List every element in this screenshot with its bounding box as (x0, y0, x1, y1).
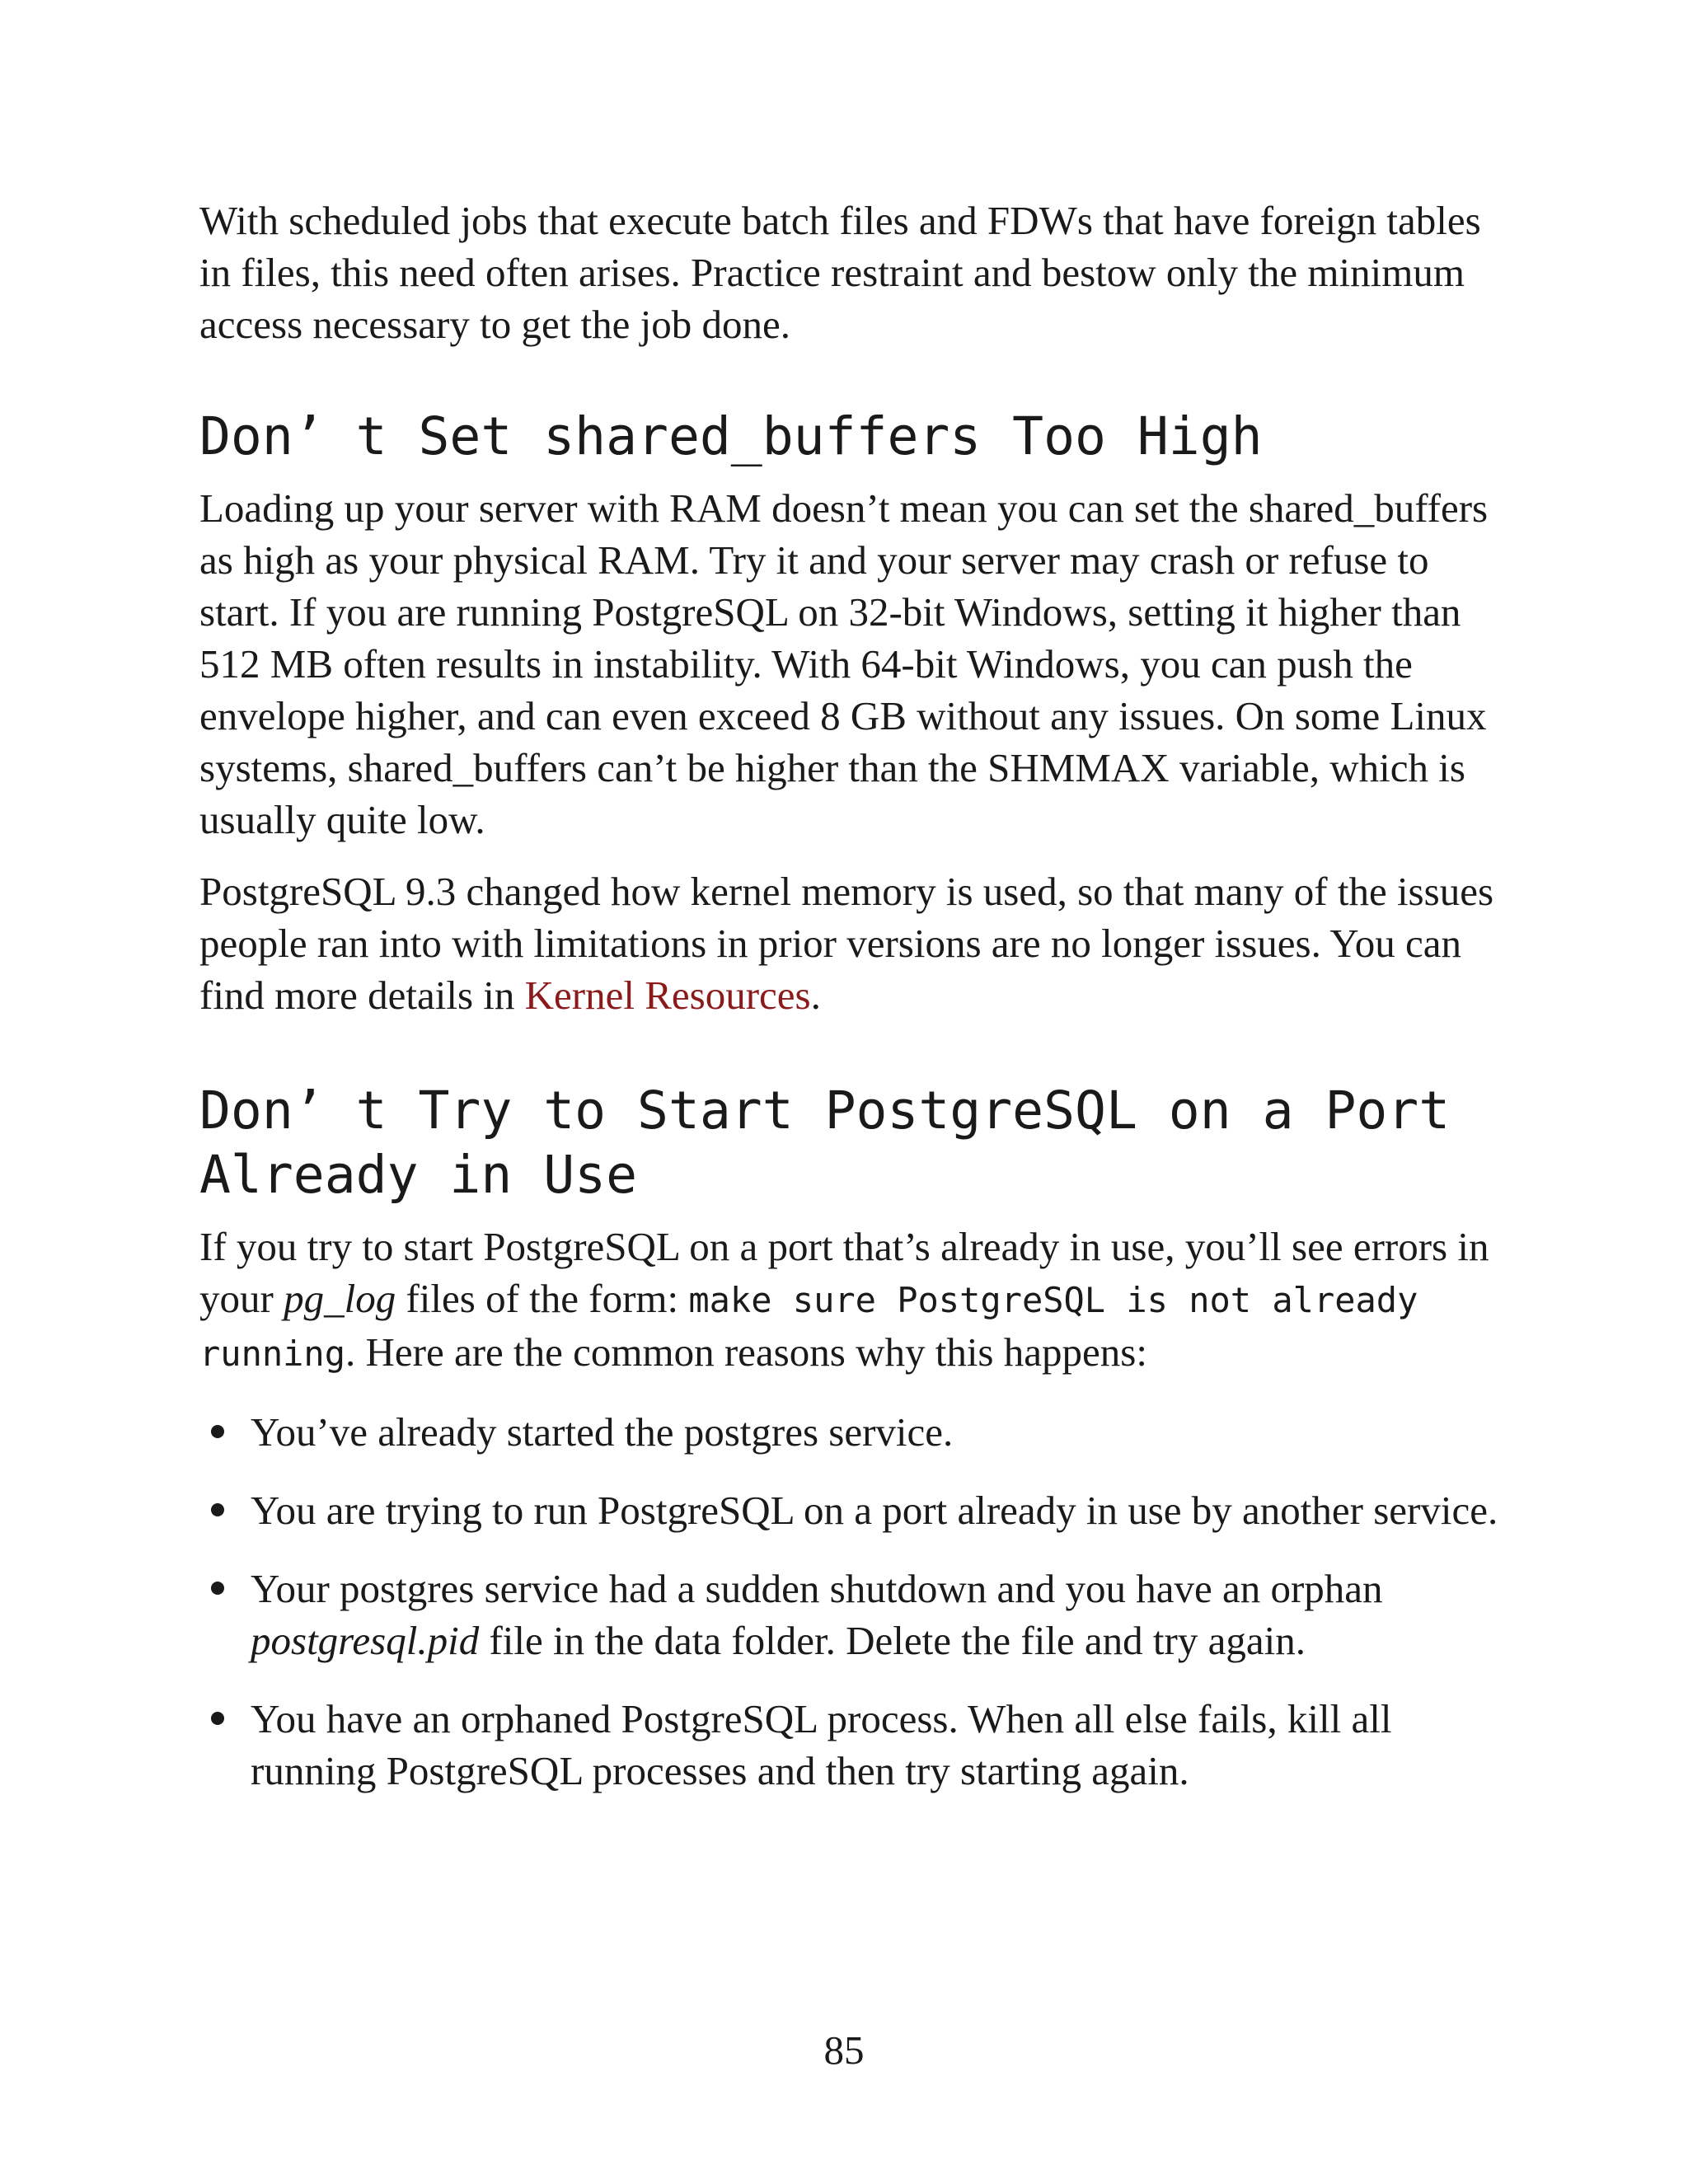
list-item (199, 1693, 1502, 1797)
reasons-list (199, 1406, 1502, 1797)
port-text-b: files of the form: (396, 1276, 689, 1321)
pg-log-filename: pg_log (284, 1276, 396, 1321)
error-message-code: make sure PostgreSQL is not already running (199, 1280, 1418, 1374)
section-heading-shared-buffers: Don’ t Set shared_buffers Too High (199, 406, 1263, 466)
heading-line-2: Already in Use (199, 1145, 638, 1205)
kernel-memory-paragraph (199, 865, 1502, 1021)
page-number: 85 (823, 2027, 865, 2073)
intro-paragraph: With scheduled jobs that execute batch files and FDWs that have foreign tables in files, this need often arises. Practice restraint and bestow only the minimum access necessary to get the job done. (199, 198, 1481, 347)
list-item-text: You are trying to run PostgreSQL on a port already in use by another service. (251, 1488, 1498, 1533)
pid-filename: postgresql.pid (251, 1618, 480, 1663)
list-item-text-before: Your postgres service had a sudden shutdown and you have an orphan (251, 1566, 1383, 1611)
list-item (199, 1563, 1502, 1666)
kernel-memory-text: PostgreSQL 9.3 changed how kernel memory is used, so that many of the issues people ran into with limitations in prior versions are no longer issues. You can find more details in (199, 869, 1494, 1018)
list-item-text: You have an orphaned PostgreSQL process. When all else fails, kill all running PostgreSQL processes and then try starting again. (251, 1696, 1392, 1793)
list-item-text-after: file in the data folder. Delete the file and try again. (479, 1618, 1306, 1663)
list-item (199, 1484, 1502, 1536)
section-heading-port-in-use (199, 1079, 1502, 1207)
port-in-use-paragraph (199, 1221, 1502, 1380)
port-text-a: If you try to start PostgreSQL on a port that’s already in use, you’ll see errors in your (199, 1224, 1489, 1321)
bullet-icon (211, 1712, 224, 1725)
page-content (199, 194, 1502, 1823)
list-item-text: You’ve already started the postgres service. (251, 1409, 954, 1455)
list-item (199, 1406, 1502, 1458)
bullet-icon (211, 1425, 224, 1438)
heading-line-1: Don’ t Try to Start PostgreSQL on a Port (199, 1080, 1451, 1141)
kernel-resources-link[interactable]: Kernel Resources (524, 972, 811, 1018)
bullet-icon (211, 1582, 224, 1595)
kernel-memory-period: . (810, 972, 821, 1018)
bullet-icon (211, 1503, 224, 1516)
shared-buffers-paragraph: Loading up your server with RAM doesn’t mean you can set the shared_buffers as high as your physical RAM. Try it and your server may crash or refuse to start. If you are running PostgreSQL on 32-bit Windows, setting it higher than 512 MB often results in instability. With 64-bit Windows, you can push the envelope higher, and can even exceed 8 GB without any issues. On some Linux systems, shared_buffers can’t be higher than the SHMMAX variable, which is usually quite low. (199, 485, 1489, 842)
port-text-c: . Here are the common reasons why this happens: (345, 1329, 1147, 1375)
